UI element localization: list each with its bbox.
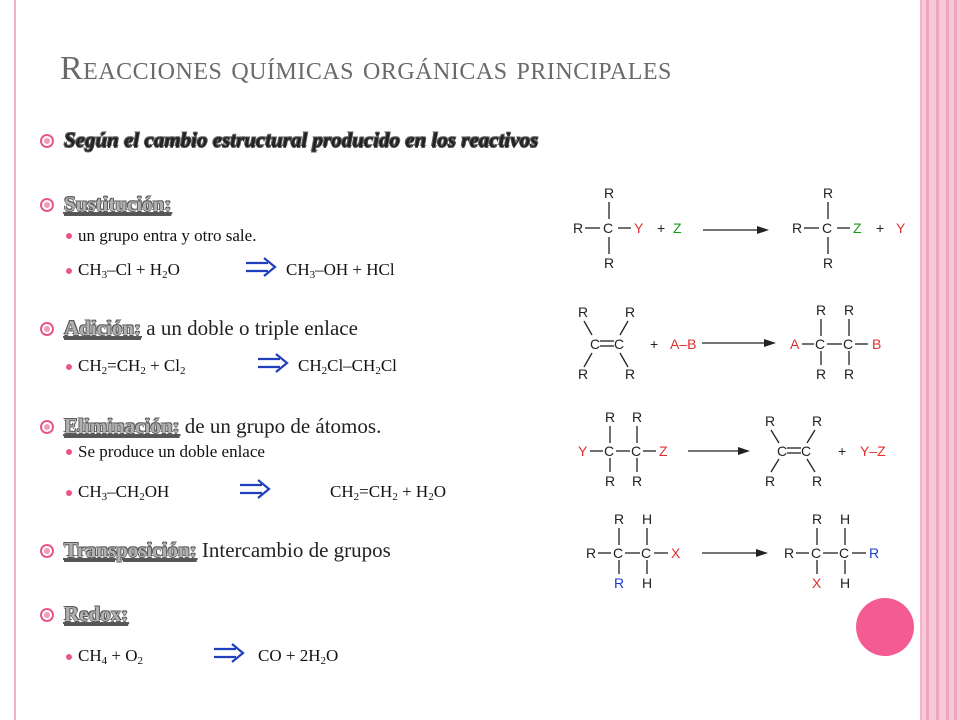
adicion-tail: a un doble o triple enlace <box>146 316 358 340</box>
subtitle-text: Según el cambio estructural producido en los reactivos <box>64 128 539 152</box>
svg-text:R: R <box>625 304 636 320</box>
svg-text:C: C <box>641 545 652 561</box>
ring-bullet-icon <box>40 322 54 336</box>
svg-text:R: R <box>812 473 823 489</box>
svg-text:A–B: A–B <box>670 336 697 352</box>
svg-text:R: R <box>792 220 803 236</box>
svg-text:R: R <box>816 303 827 318</box>
dot-bullet-icon <box>66 233 72 239</box>
svg-text:C: C <box>613 545 624 561</box>
svg-text:R: R <box>816 366 827 382</box>
dot-bullet-icon <box>66 449 72 455</box>
svg-text:C: C <box>631 443 642 459</box>
dot-bullet-icon <box>66 268 72 274</box>
transposicion-tail: Intercambio de grupos <box>201 538 391 562</box>
redox-equation: $CH_4 + O_2$ <box>78 646 143 667</box>
svg-text:B: B <box>872 336 882 352</box>
adicion-heading: Adición: <box>64 316 142 340</box>
sustitucion-eq-right: $CH_3-OH$ + HCl <box>286 260 395 281</box>
eliminacion-equation: $CH_3-CH_2OH$ <box>78 482 169 503</box>
svg-text:C: C <box>811 545 822 561</box>
svg-text:C: C <box>839 545 850 561</box>
redox-item <box>40 602 128 627</box>
svg-text:R: R <box>812 413 823 429</box>
eliminacion-diagram <box>570 410 900 490</box>
svg-text:C: C <box>590 336 601 352</box>
adicion-equation: $CH_2=CH_2 + Cl_2$ <box>78 356 185 377</box>
svg-text:R: R <box>586 545 597 561</box>
svg-text:+: + <box>650 336 659 352</box>
dot-bullet-icon <box>66 364 72 370</box>
svg-text:R: R <box>765 413 776 429</box>
svg-text:H: H <box>642 575 653 591</box>
sustitucion-item <box>40 192 171 217</box>
transposicion-diagram <box>582 512 892 592</box>
sustitucion-heading: Sustitución: <box>64 192 172 216</box>
svg-text:Z: Z <box>853 220 862 236</box>
eq-left: $CH_3-Cl + H_2O$ <box>78 260 180 281</box>
svg-text:R: R <box>578 366 589 382</box>
sustitucion-equation <box>78 260 180 281</box>
transposicion-item <box>40 538 391 563</box>
svg-text:C: C <box>614 336 625 352</box>
svg-text:H: H <box>840 512 851 527</box>
svg-text:C: C <box>822 220 833 236</box>
svg-text:R: R <box>604 185 615 201</box>
svg-text:Y: Y <box>578 443 588 459</box>
svg-text:R: R <box>844 303 855 318</box>
svg-text:R: R <box>605 410 616 425</box>
svg-text:Y: Y <box>896 220 906 236</box>
redox-heading: Redox: <box>64 602 129 626</box>
decorative-pink-circle <box>856 598 914 656</box>
double-arrow-right-icon <box>256 352 290 374</box>
double-arrow-right-icon <box>212 642 246 664</box>
svg-text:X: X <box>671 545 681 561</box>
svg-text:C: C <box>801 443 812 459</box>
svg-text:R: R <box>632 410 643 425</box>
svg-text:+: + <box>876 220 885 236</box>
ring-bullet-icon <box>40 134 54 148</box>
svg-text:C: C <box>603 220 614 236</box>
dot-bullet-icon <box>66 654 72 660</box>
svg-text:R: R <box>869 545 880 561</box>
svg-text:Y: Y <box>634 220 644 236</box>
svg-text:C: C <box>777 443 788 459</box>
svg-text:C: C <box>815 336 826 352</box>
svg-text:R: R <box>823 185 834 201</box>
svg-text:Z: Z <box>659 443 668 459</box>
svg-text:R: R <box>604 255 615 271</box>
svg-text:R: R <box>625 366 636 382</box>
ring-bullet-icon <box>40 544 54 558</box>
svg-text:+: + <box>838 443 847 459</box>
slide-title: Reacciones químicas orgánicas principales <box>60 50 672 87</box>
ring-bullet-icon <box>40 420 54 434</box>
ring-bullet-icon <box>40 608 54 622</box>
redox-eq-right: CO + $2H_2O$ <box>258 646 339 667</box>
sustitucion-desc: un grupo entra y otro sale. <box>78 226 256 246</box>
eliminacion-heading: Eliminación: <box>64 414 180 438</box>
svg-text:R: R <box>765 473 776 489</box>
subtitle-item <box>40 128 538 153</box>
eliminacion-item <box>40 414 381 439</box>
svg-text:R: R <box>844 366 855 382</box>
svg-text:C: C <box>604 443 615 459</box>
svg-text:X: X <box>812 575 822 591</box>
svg-text:Z: Z <box>673 220 682 236</box>
adicion-eq-right: $CH_2Cl-CH_2Cl$ <box>298 356 397 377</box>
svg-text:R: R <box>614 512 625 527</box>
eliminacion-tail: de un grupo de átomos. <box>184 414 382 438</box>
svg-text:R: R <box>812 512 823 527</box>
svg-text:R: R <box>614 575 625 591</box>
svg-text:R: R <box>578 304 589 320</box>
right-stripe-band <box>922 0 960 720</box>
transposicion-heading: Transposición: <box>64 538 197 562</box>
double-arrow-right-icon <box>238 478 272 500</box>
svg-text:A: A <box>790 336 800 352</box>
ring-bullet-icon <box>40 198 54 212</box>
dot-bullet-icon <box>66 490 72 496</box>
svg-text:R: R <box>632 473 643 489</box>
adicion-item <box>40 316 358 341</box>
svg-text:R: R <box>823 255 834 271</box>
svg-text:R: R <box>784 545 795 561</box>
svg-text:R: R <box>605 473 616 489</box>
eliminacion-eq-right: $CH_2=CH_2 + H_2O$ <box>330 482 446 503</box>
svg-text:H: H <box>642 512 653 527</box>
svg-text:H: H <box>840 575 851 591</box>
left-frame-line <box>14 0 16 720</box>
double-arrow-right-icon <box>244 256 278 278</box>
eliminacion-desc: Se produce un doble enlace <box>78 442 265 462</box>
svg-text:C: C <box>843 336 854 352</box>
adicion-diagram <box>570 303 900 383</box>
svg-text:R: R <box>573 220 584 236</box>
svg-text:Y–Z: Y–Z <box>860 443 886 459</box>
svg-text:+: + <box>657 220 666 236</box>
sustitucion-diagram <box>565 182 915 277</box>
